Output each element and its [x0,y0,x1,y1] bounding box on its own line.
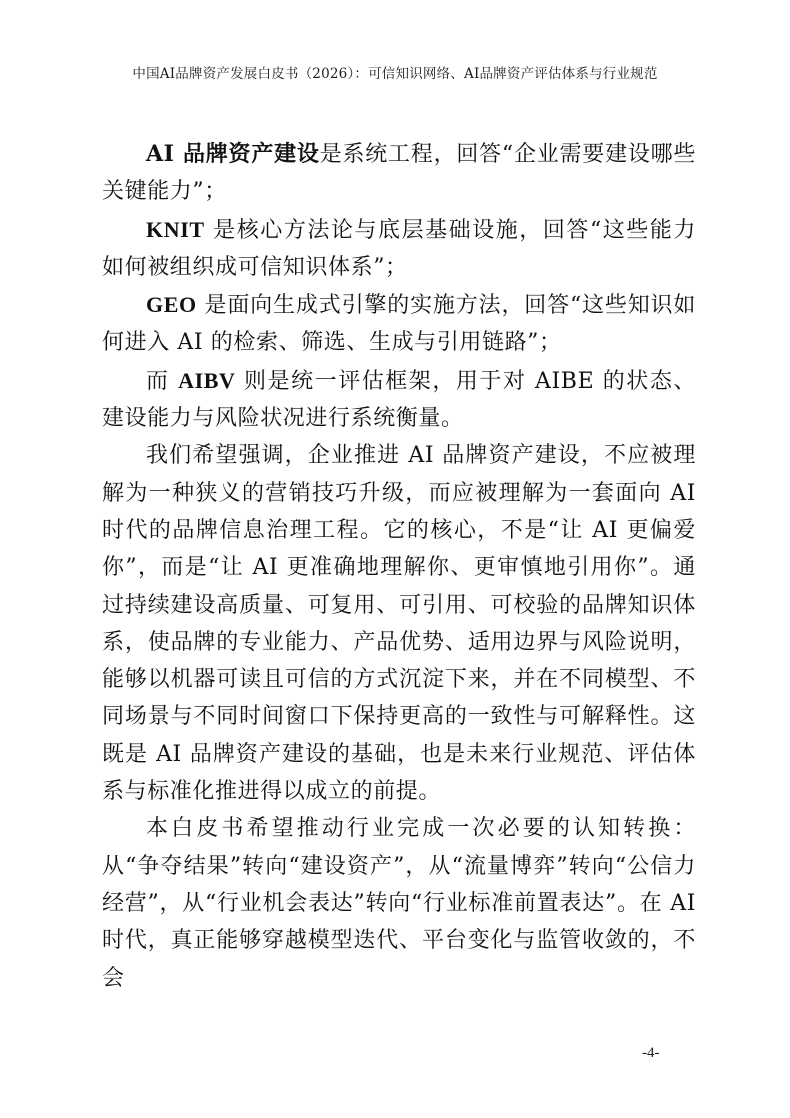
term-ai-brand-asset-building: AI 品牌资产建设 [146,141,320,167]
term-geo: GEO [146,292,197,318]
paragraph-text: 是系统工程，回答“企业需要建设哪些关键能力”； [102,142,697,205]
paragraph-knit [102,211,696,287]
term-aibv: AIBV [178,367,236,393]
paragraph-aibv [102,362,696,438]
term-knit: KNIT [146,216,205,242]
paragraph-ai-brand-asset [102,136,696,211]
paragraph-text: 则是统一评估框架，用于对 AIBE 的状态、建设能力与风险状况进行系统衡量。 [102,368,696,432]
paragraph-cognitive-shift: 本白皮书希望推动行业完成一次必要的认知转换：从“争夺结果”转向“建设资产”，从“流量博弈”转向“公信力经营”，从“行业机会表达”转向“行业标准前置表达”。在 AI 时代，真正能够穿越模型迭代、平台变化与监管收敛的，不会 [102,816,696,991]
paragraph-emphasis: 我们希望强调，企业推进 AI 品牌资产建设，不应被理解为一种狭义的营销技巧升级，而应被理解为一套面向 AI 时代的品牌信息治理工程。它的核心，不是“让 AI 更偏爱你”，而是“让 AI 更准确地理解你、更审慎地引用你”。通过持续建设高质量、可复用、可引用、可校验的品牌知识体系，使品牌的专业能力、产品优势、适用边界与风险说明，能够以机器可读且可信的方式沉淀下来，并在不同模型、不同场景与不同时间窗口下保持更高的一致性与可解释性。这既是 AI 品牌资产建设的基础，也是未来行业规范、评估体系与标准化推进得以成立的前提。 [102,443,696,805]
paragraph-text: 是面向生成式引擎的实施方法，回答“这些知识如何进入 AI 的检索、筛选、生成与引用链路”； [102,293,696,356]
page-number: -4- [642,1045,660,1061]
running-header: 中国AI品牌资产发展白皮书（2026）：可信知识网络、AI品牌资产评估体系与行业规范 [132,66,658,82]
paragraph-prefix: 而 [146,368,179,394]
paragraph-text: 是核心方法论与底层基础设施，回答“这些能力如何被组织成可信知识体系”； [102,217,696,280]
paragraph-geo [102,286,696,362]
body-text [102,136,696,997]
